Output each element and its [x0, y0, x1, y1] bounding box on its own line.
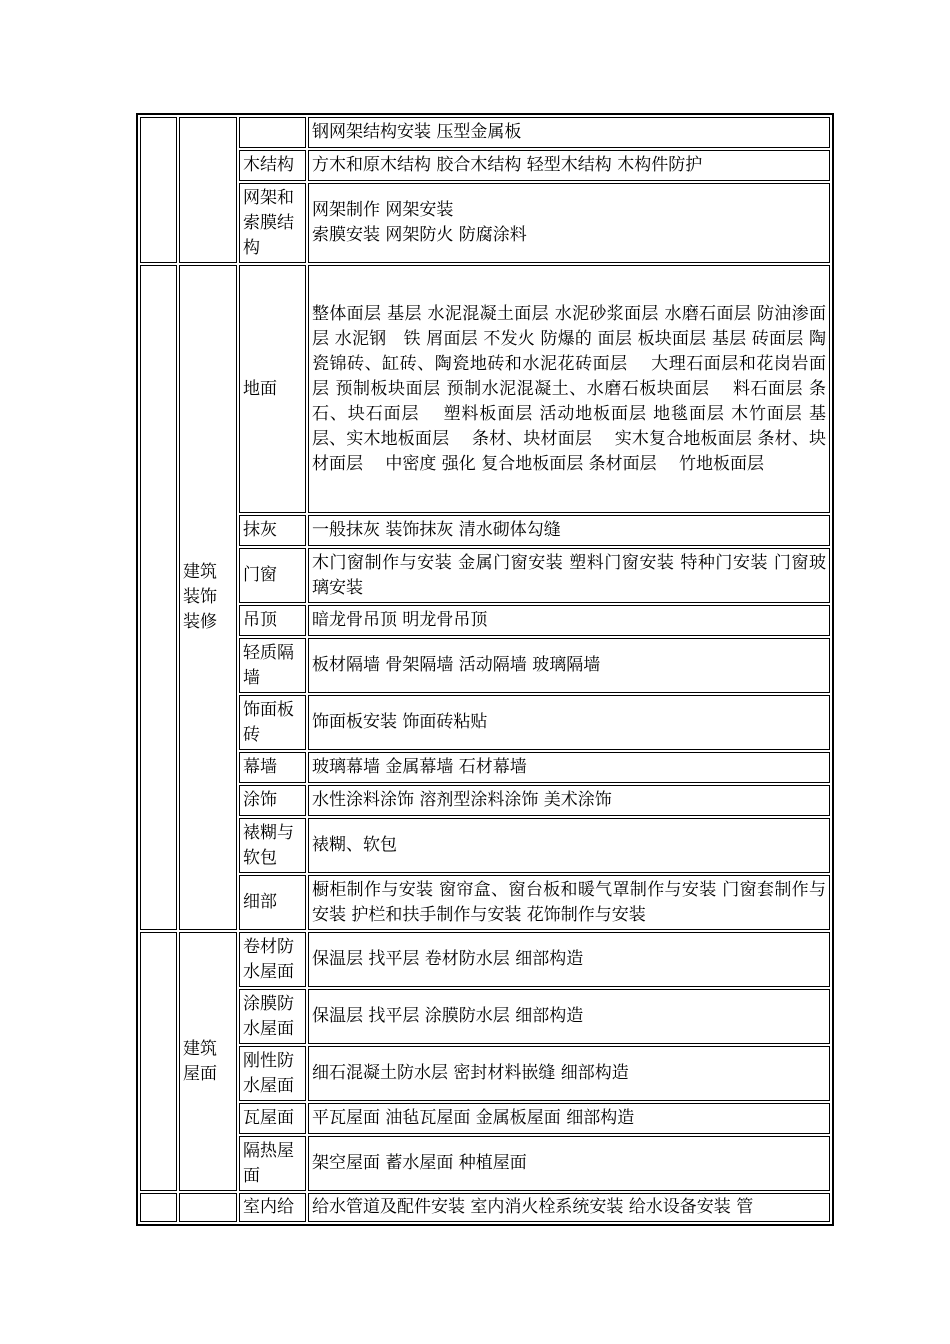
subitem-cell: 吊顶 — [239, 605, 306, 636]
subitem-cell: 刚性防水屋面 — [239, 1046, 306, 1101]
content-cell: 一般抹灰 装饰抹灰 清水砌体勾缝 — [308, 515, 830, 546]
table-row — [140, 150, 830, 181]
content-cell: 平瓦屋面 油毡瓦屋面 金属板屋面 细部构造 — [308, 1103, 830, 1134]
content-cell: 方木和原木结构 胶合木结构 轻型木结构 木构件防护 — [308, 150, 830, 181]
content-cell: 钢网架结构安装 压型金属板 — [308, 117, 830, 148]
table-row — [140, 515, 830, 546]
table-row — [140, 548, 830, 603]
division-cell — [140, 932, 177, 1191]
subitem-cell: 卷材防水屋面 — [239, 932, 306, 987]
subitem-cell: 门窗 — [239, 548, 306, 603]
content-cell: 橱柜制作与安装 窗帘盒、窗台板和暖气罩制作与安装 门窗套制作与安装 护栏和扶手制作与安装 花饰制作与安装 — [308, 875, 830, 930]
content-cell: 网架制作 网架安装 索膜安装 网架防火 防腐涂料 — [308, 183, 830, 263]
content-cell: 暗龙骨吊顶 明龙骨吊顶 — [308, 605, 830, 636]
content-cell: 裱糊、软包 — [308, 818, 830, 873]
content-cell: 饰面板安装 饰面砖粘贴 — [308, 695, 830, 750]
table-row — [140, 1103, 830, 1134]
table-row — [140, 117, 830, 148]
subitem-cell: 瓦屋面 — [239, 1103, 306, 1134]
table-row — [140, 989, 830, 1044]
subitem-cell: 细部 — [239, 875, 306, 930]
table-row — [140, 1046, 830, 1101]
table-row — [140, 638, 830, 693]
subdivision-cell: 建筑装饰装修 — [179, 265, 237, 930]
table-row — [140, 752, 830, 783]
content-cell: 给水管道及配件安装 室内消火栓系统安装 给水设备安装 管 — [308, 1193, 830, 1222]
content-cell: 整体面层 基层 水泥混凝土面层 水泥砂浆面层 水磨石面层 防油渗面层 水泥钢 铁 屑面层 不发火 防爆的 面层 板块面层 基层 砖面层 陶瓷锦砖、缸砖、陶瓷地砖和水泥花砖面层 大理石面层和花岗岩面层 预制板块面层 预制水泥混凝土、水磨石板块面层 料石面层 条石、块石面层 塑料板面层 活动地板面层 地毯面层 木竹面层 基层、实木地板面层 条材、块材面层 实木复合地板面层 条材、块材面层 中密度 强化 复合地板面层 条材面层 竹地板面层 — [308, 265, 830, 513]
table-row — [140, 695, 830, 750]
subitem-cell: 裱糊与软包 — [239, 818, 306, 873]
table-row — [140, 818, 830, 873]
division-cell — [140, 1193, 177, 1222]
project-division-table — [136, 113, 834, 1226]
table-row — [140, 605, 830, 636]
table-row — [140, 932, 830, 987]
subitem-cell: 幕墙 — [239, 752, 306, 783]
subdivision-cell — [179, 1193, 237, 1222]
content-cell: 板材隔墙 骨架隔墙 活动隔墙 玻璃隔墙 — [308, 638, 830, 693]
content-cell: 架空屋面 蓄水屋面 种植屋面 — [308, 1136, 830, 1191]
subitem-cell: 地面 — [239, 265, 306, 513]
division-cell — [140, 117, 177, 263]
table-row — [140, 265, 830, 513]
subitem-cell: 涂饰 — [239, 785, 306, 816]
content-cell: 保温层 找平层 涂膜防水层 细部构造 — [308, 989, 830, 1044]
table-row — [140, 785, 830, 816]
table-row — [140, 1136, 830, 1191]
content-cell: 水性涂料涂饰 溶剂型涂料涂饰 美术涂饰 — [308, 785, 830, 816]
subitem-cell: 抹灰 — [239, 515, 306, 546]
content-cell: 细石混凝土防水层 密封材料嵌缝 细部构造 — [308, 1046, 830, 1101]
subitem-cell: 轻质隔墙 — [239, 638, 306, 693]
subitem-cell: 涂膜防水屋面 — [239, 989, 306, 1044]
subitem-cell: 网架和索膜结构 — [239, 183, 306, 263]
subitem-cell: 室内给 — [239, 1193, 306, 1222]
subdivision-cell: 建筑屋面 — [179, 932, 237, 1191]
subitem-cell: 隔热屋面 — [239, 1136, 306, 1191]
table-row — [140, 1193, 830, 1222]
division-cell — [140, 265, 177, 930]
table-row — [140, 875, 830, 930]
content-cell: 木门窗制作与安装 金属门窗安装 塑料门窗安装 特种门安装 门窗玻璃安装 — [308, 548, 830, 603]
subitem-cell — [239, 117, 306, 148]
subdivision-cell — [179, 117, 237, 263]
content-cell: 保温层 找平层 卷材防水层 细部构造 — [308, 932, 830, 987]
content-cell: 玻璃幕墙 金属幕墙 石材幕墙 — [308, 752, 830, 783]
table-row — [140, 183, 830, 263]
subitem-cell: 饰面板砖 — [239, 695, 306, 750]
subitem-cell: 木结构 — [239, 150, 306, 181]
